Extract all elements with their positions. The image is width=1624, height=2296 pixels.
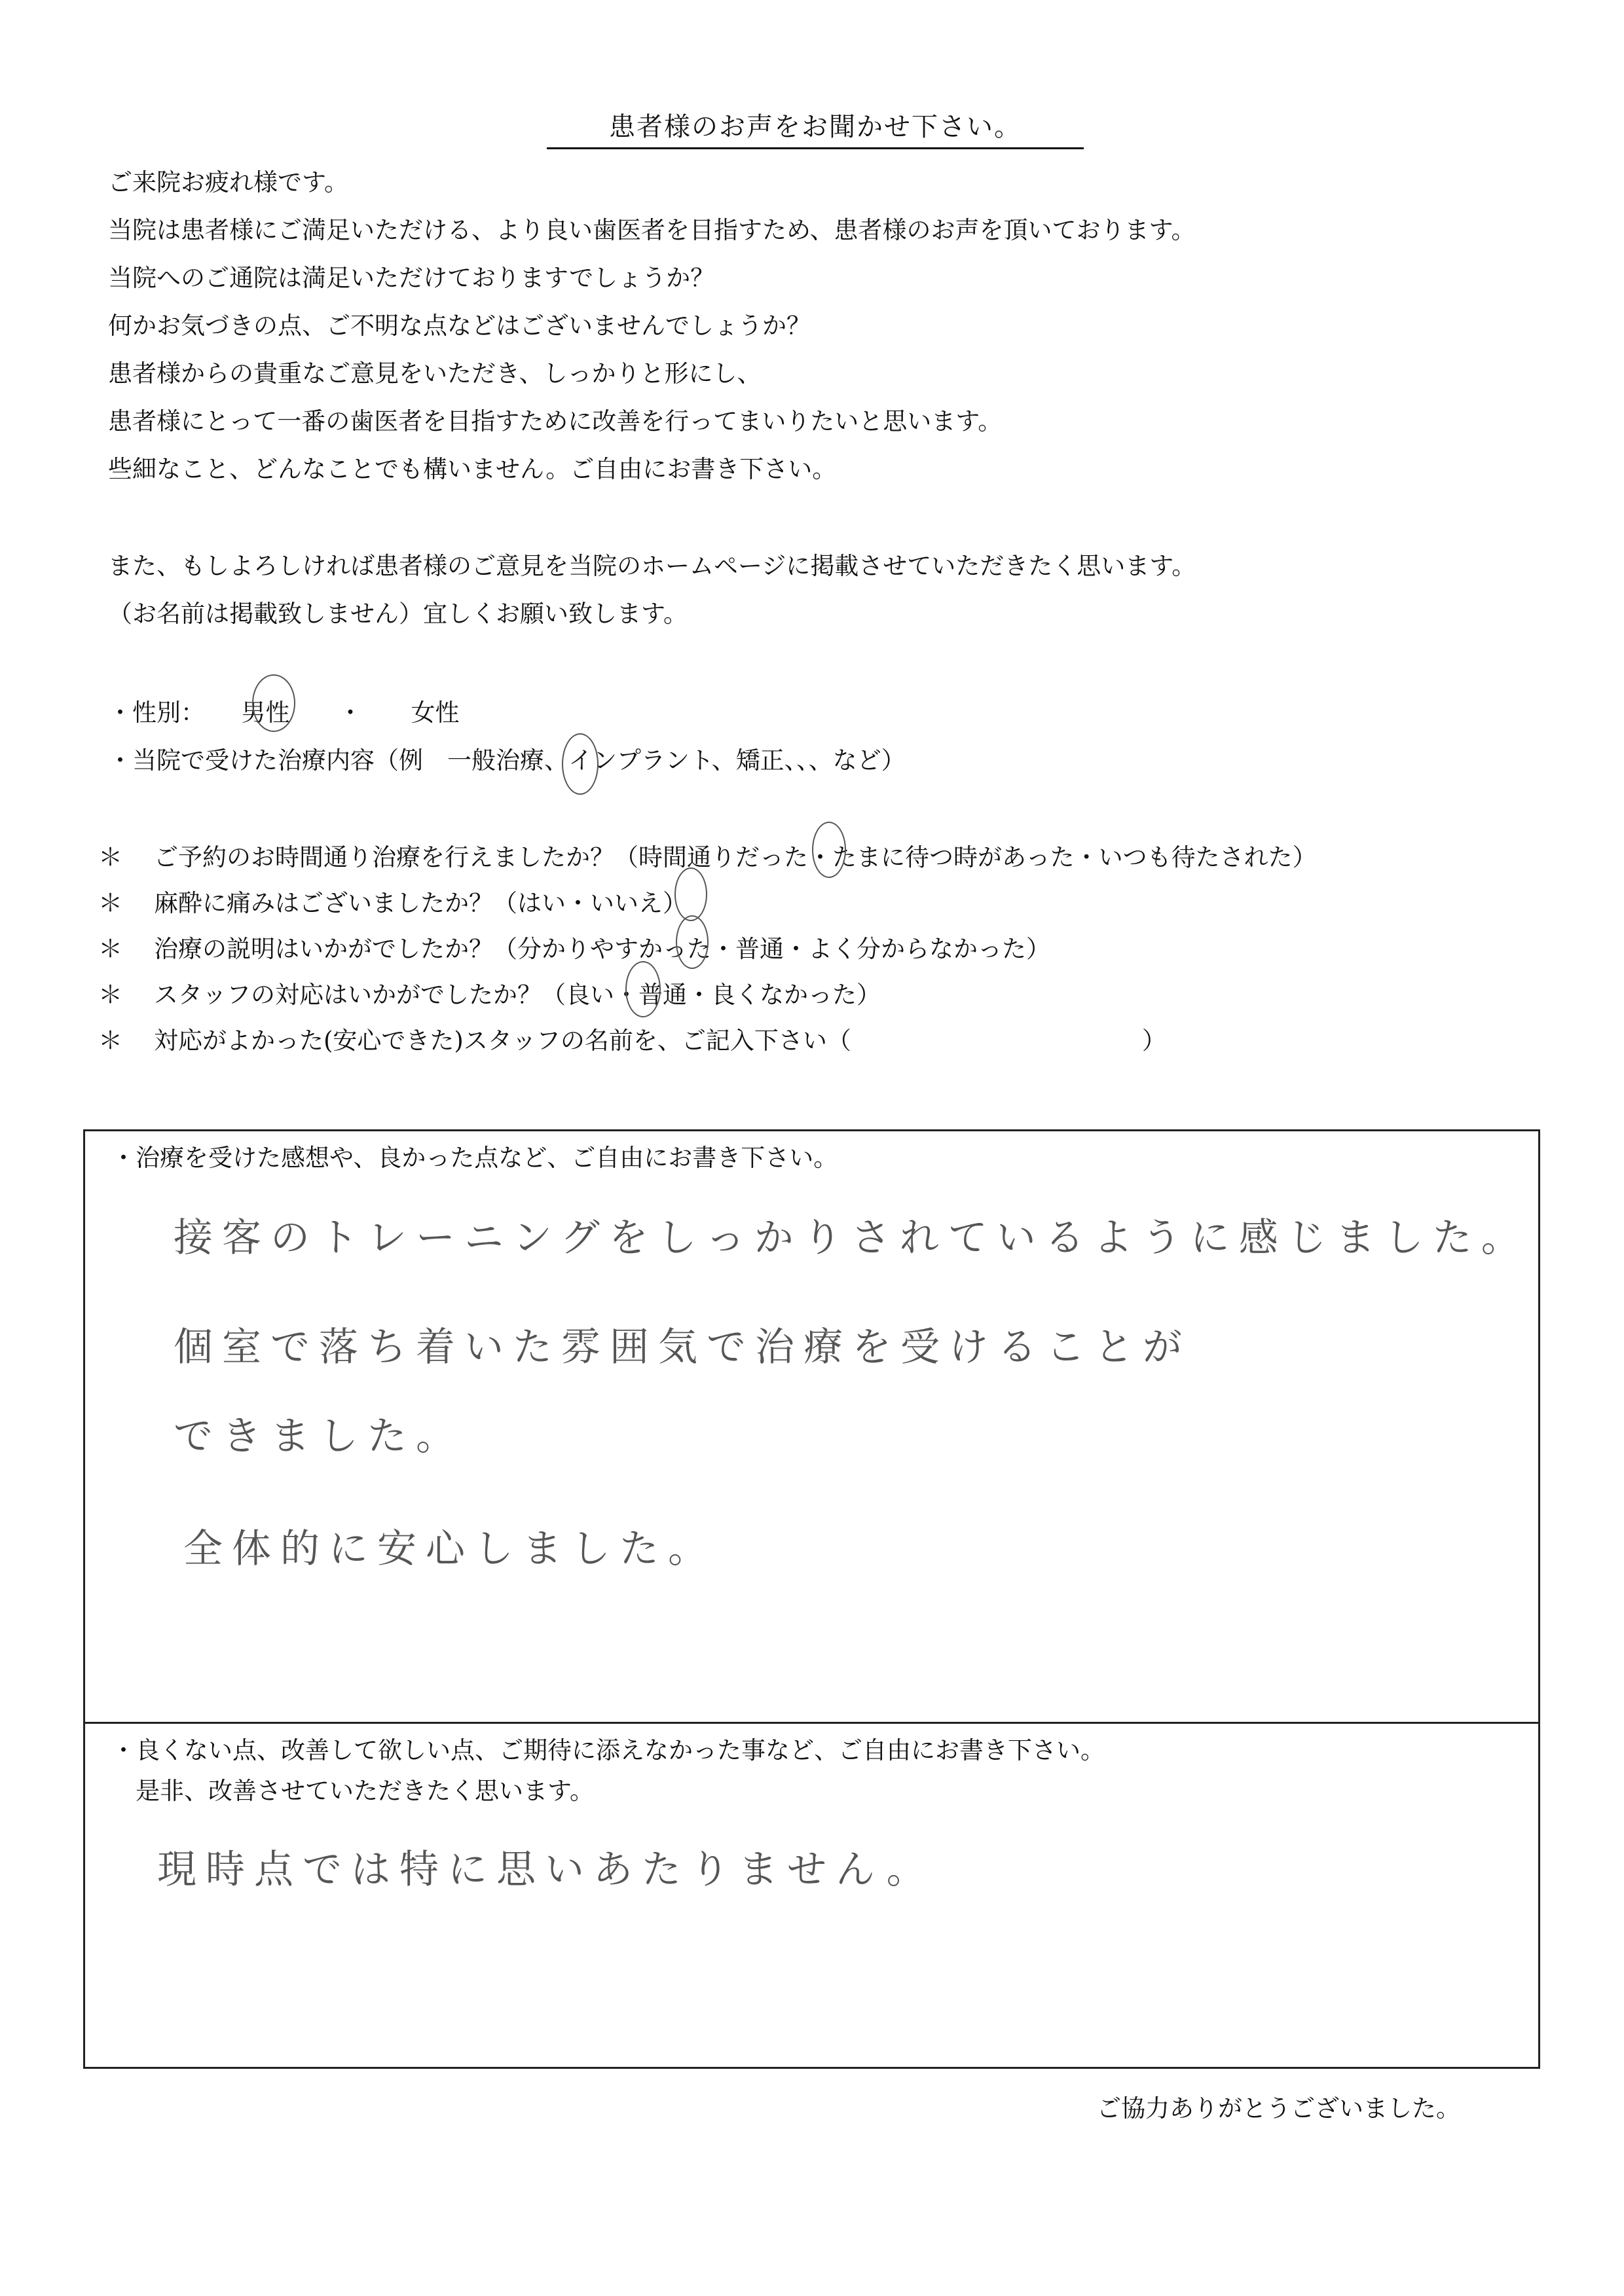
gender-separator: ・: [338, 699, 363, 727]
intro-line: 何かお気づきの点、ご不明な点などはございませんでしょうか？: [108, 312, 811, 340]
handwritten-line: 全体的に安心しました。: [183, 1526, 716, 1572]
publish-line: （お名前は掲載致しません）宜しくお願い致します。: [108, 600, 688, 628]
handwritten-line: 個室で落ち着いた雰囲気で治療を受けることが: [174, 1324, 1191, 1370]
intro-line: ご来院お疲れ様です。: [108, 168, 349, 196]
handwritten-line: 接客のトレーニングをしっかりされているように感じました。: [174, 1215, 1530, 1261]
asterisk-mark: ＊: [98, 889, 122, 917]
handwritten-line: 現時点では特に思いあたりません。: [157, 1847, 935, 1893]
question-staff-name[interactable]: [98, 1018, 1317, 1064]
intro-line: 些細なこと、どんなことでも構いません。ご自由にお書き下さい。: [108, 455, 837, 483]
feedback-improvement-prompt: 是非、改善させていただきたく思います。: [111, 1777, 595, 1805]
feedback-good-box[interactable]: [83, 1129, 1540, 1724]
intro-line: 患者様にとって一番の歯医者を目指すために改善を行ってまいりたいと思います。: [108, 407, 1003, 435]
asterisk-mark: ＊: [98, 1027, 122, 1055]
treatment-row: ・当院で受けた治療内容（例 一般治療、インプラント、矯正、、、など）: [108, 746, 906, 774]
question-text: 治療の説明はいかがでしたか？（分かりやすかった・普通・よく分からなかった）: [154, 935, 1050, 963]
gender-male-circle-mark: [252, 674, 295, 732]
question-text: ご予約のお時間通り治療を行えましたか？（時間通りだった・たまに待つ時があった・いつも待たされた）: [154, 843, 1317, 871]
answer-circle-mark: [676, 915, 709, 969]
publish-notice: [108, 542, 1196, 638]
handwritten-line: できました。: [174, 1413, 464, 1459]
gender-label: ・性別：: [108, 699, 193, 727]
gender-option-male[interactable]: 男性: [241, 699, 290, 727]
question-text: スタッフの対応はいかがでしたか？（良い・普通・良くなかった）: [154, 981, 881, 1009]
question-staff-response[interactable]: [98, 972, 1317, 1018]
patient-profile: [108, 689, 906, 784]
feedback-improvement-prompt: ・良くない点、改善して欲しい点、ご期待に添えなかった事など、ご自由にお書き下さい。: [111, 1736, 1105, 1764]
intro-text: [108, 158, 1196, 493]
gender-option-female[interactable]: 女性: [411, 699, 460, 727]
question-text: 麻酔に痛みはございましたか？（はい・いいえ）: [154, 889, 687, 917]
question-text: 対応がよかった(安心できた)スタッフの名前を、ご記入下さい（ ）: [154, 1027, 1166, 1055]
intro-line: 当院は患者様にご満足いただける、より良い歯医者を目指すため、患者様のお声を頂いております。: [108, 216, 1196, 244]
answer-circle-mark: [812, 822, 846, 878]
gender-row: [108, 689, 906, 737]
feedback-improvement-box[interactable]: [83, 1722, 1540, 2069]
question-appointment-time[interactable]: [98, 835, 1317, 881]
treatment-circle-mark: [562, 733, 599, 795]
asterisk-mark: ＊: [98, 981, 122, 1009]
thanks-text: ご協力ありがとうございました。: [1097, 2094, 1460, 2123]
publish-line: また、もしよろしければ患者様のご意見を当院のホームページに掲載させていただきたく思います。: [108, 552, 1196, 580]
feedback-good-prompt: ・治療を受けた感想や、良かった点など、ご自由にお書き下さい。: [111, 1144, 838, 1172]
asterisk-mark: ＊: [98, 935, 122, 963]
asterisk-mark: ＊: [98, 843, 122, 871]
intro-line: 当院へのご通院は満足いただけておりますでしょうか？: [108, 264, 715, 292]
intro-line: 患者様からの貴重なご意見をいただき、しっかりと形にし、: [108, 359, 762, 388]
question-anesthesia-pain[interactable]: [98, 881, 1317, 926]
page-title: 患者様のお声をお聞かせ下さい。: [547, 106, 1084, 149]
answer-circle-mark: [625, 961, 661, 1017]
answer-circle-mark: [674, 867, 707, 921]
